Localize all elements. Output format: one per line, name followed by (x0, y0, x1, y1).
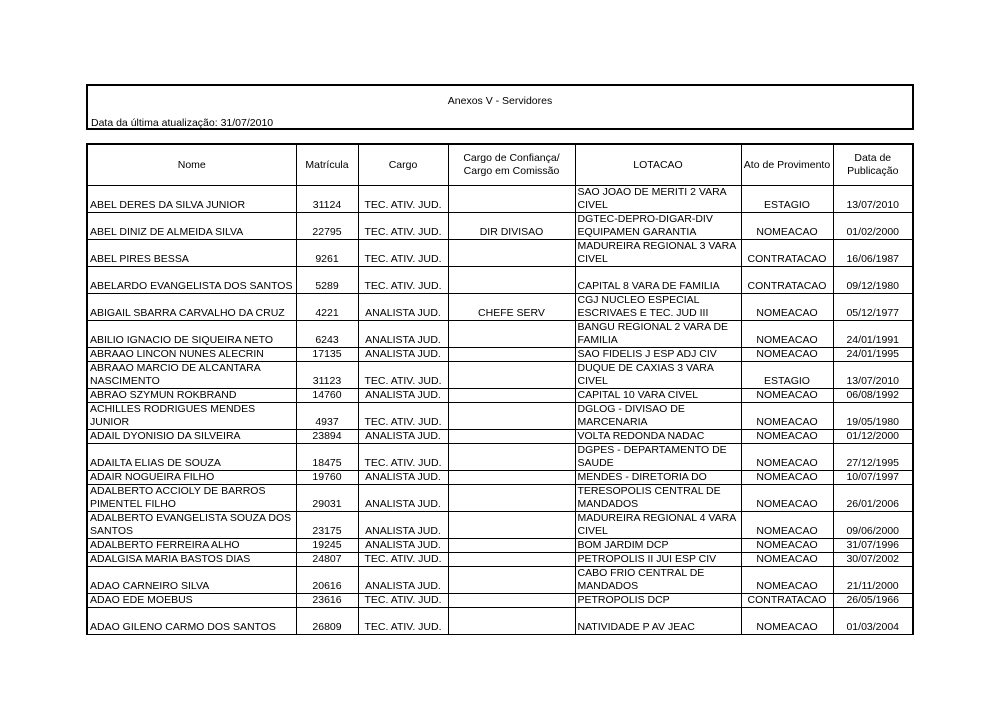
cell-data: 01/03/2004 (833, 608, 913, 635)
cell-lotacao: MENDES - DIRETORIA DO (575, 471, 741, 485)
cell-cargo: TEC. ATIV. JUD. (358, 267, 448, 294)
table-row (87, 267, 913, 294)
cell-data: 06/08/1992 (833, 389, 913, 403)
cell-nome: ACHILLES RODRIGUES MENDES JUNIOR (87, 403, 296, 430)
cell-cargo: TEC. ATIV. JUD. (358, 594, 448, 608)
cell-ato: NOMEACAO (741, 294, 833, 321)
table-row (87, 553, 913, 567)
cell-ato: NOMEACAO (741, 321, 833, 348)
cell-cargo: TEC. ATIV. JUD. (358, 608, 448, 635)
cell-confianca (448, 240, 575, 267)
cell-confianca (448, 539, 575, 553)
cell-lotacao: MADUREIRA REGIONAL 3 VARA CIVEL (575, 240, 741, 267)
cell-data: 16/06/1987 (833, 240, 913, 267)
cell-confianca (448, 186, 575, 213)
table-row (87, 567, 913, 594)
cell-ato: ESTAGIO (741, 362, 833, 389)
cell-confianca (448, 608, 575, 635)
table-body (87, 186, 913, 635)
cell-nome: ABRAAO MARCIO DE ALCANTARA NASCIMENTO (87, 362, 296, 389)
cell-lotacao: TERESOPOLIS CENTRAL DE MANDADOS (575, 485, 741, 512)
cell-confianca (448, 485, 575, 512)
cell-matricula: 26809 (296, 608, 358, 635)
cell-data: 13/07/2010 (833, 186, 913, 213)
table-row (87, 389, 913, 403)
cell-cargo: ANALISTA JUD. (358, 348, 448, 362)
cell-confianca (448, 321, 575, 348)
cell-nome: ADALBERTO ACCIOLY DE BARROS PIMENTEL FILHO (87, 485, 296, 512)
cell-cargo: TEC. ATIV. JUD. (358, 362, 448, 389)
cell-cargo: TEC. ATIV. JUD. (358, 240, 448, 267)
cell-data: 24/01/1991 (833, 321, 913, 348)
cell-lotacao: CABO FRIO CENTRAL DE MANDADOS (575, 567, 741, 594)
cell-confianca (448, 403, 575, 430)
cell-ato: NOMEACAO (741, 608, 833, 635)
cell-lotacao: NATIVIDADE P AV JEAC (575, 608, 741, 635)
cell-lotacao: CAPITAL 8 VARA DE FAMILIA (575, 267, 741, 294)
table-row (87, 294, 913, 321)
cell-ato: NOMEACAO (741, 553, 833, 567)
cell-data: 10/07/1997 (833, 471, 913, 485)
col-header-lotacao: LOTACAO (575, 144, 741, 186)
col-header-cargo: Cargo (358, 144, 448, 186)
table-row (87, 608, 913, 635)
last-update-text: Data da última atualização: 31/07/2010 (91, 117, 274, 129)
cell-cargo: ANALISTA JUD. (358, 567, 448, 594)
cell-lotacao: VOLTA REDONDA NADAC (575, 430, 741, 444)
cell-data: 05/12/1977 (833, 294, 913, 321)
cell-nome: ADALBERTO FERREIRA ALHO (87, 539, 296, 553)
cell-lotacao: DUQUE DE CAXIAS 3 VARA CIVEL (575, 362, 741, 389)
report-header (86, 84, 914, 130)
cell-lotacao: BANGU REGIONAL 2 VARA DE FAMILIA (575, 321, 741, 348)
cell-ato: NOMEACAO (741, 348, 833, 362)
cell-cargo: TEC. ATIV. JUD. (358, 553, 448, 567)
cell-confianca (448, 430, 575, 444)
cell-data: 21/11/2000 (833, 567, 913, 594)
table-row (87, 403, 913, 430)
cell-lotacao: SAO JOAO DE MERITI 2 VARA CIVEL (575, 186, 741, 213)
cell-matricula: 19245 (296, 539, 358, 553)
cell-lotacao: PETROPOLIS II JUI ESP CIV (575, 553, 741, 567)
cell-nome: ABILIO IGNACIO DE SIQUEIRA NETO (87, 321, 296, 348)
table-row (87, 186, 913, 213)
cell-data: 01/02/2000 (833, 213, 913, 240)
table-row (87, 471, 913, 485)
cell-matricula: 4221 (296, 294, 358, 321)
cell-matricula: 6243 (296, 321, 358, 348)
cell-nome: ABEL DINIZ DE ALMEIDA SILVA (87, 213, 296, 240)
table-row (87, 539, 913, 553)
cell-matricula: 24807 (296, 553, 358, 567)
servidores-table (86, 143, 914, 635)
cell-confianca (448, 444, 575, 471)
cell-ato: NOMEACAO (741, 403, 833, 430)
cell-lotacao: BOM JARDIM DCP (575, 539, 741, 553)
cell-cargo: ANALISTA JUD. (358, 389, 448, 403)
cell-confianca (448, 267, 575, 294)
cell-data: 13/07/2010 (833, 362, 913, 389)
col-header-nome: Nome (87, 144, 296, 186)
cell-lotacao: CAPITAL 10 VARA CIVEL (575, 389, 741, 403)
cell-confianca (448, 348, 575, 362)
col-header-data: Data de Publicação (833, 144, 913, 186)
cell-nome: ADAIL DYONISIO DA SILVEIRA (87, 430, 296, 444)
cell-data: 24/01/1995 (833, 348, 913, 362)
cell-matricula: 29031 (296, 485, 358, 512)
cell-cargo: TEC. ATIV. JUD. (358, 186, 448, 213)
cell-cargo: ANALISTA JUD. (358, 430, 448, 444)
cell-cargo: ANALISTA JUD. (358, 321, 448, 348)
col-header-ato: Ato de Provimento (741, 144, 833, 186)
cell-cargo: TEC. ATIV. JUD. (358, 213, 448, 240)
cell-cargo: ANALISTA JUD. (358, 485, 448, 512)
cell-nome: ADAO EDE MOEBUS (87, 594, 296, 608)
cell-matricula: 23175 (296, 512, 358, 539)
cell-matricula: 9261 (296, 240, 358, 267)
cell-ato: NOMEACAO (741, 213, 833, 240)
cell-lotacao: SAO FIDELIS J ESP ADJ CIV (575, 348, 741, 362)
cell-ato: ESTAGIO (741, 186, 833, 213)
table-row (87, 321, 913, 348)
cell-matricula: 23616 (296, 594, 358, 608)
table-row (87, 430, 913, 444)
cell-confianca (448, 567, 575, 594)
cell-confianca: DIR DIVISAO (448, 213, 575, 240)
cell-ato: NOMEACAO (741, 389, 833, 403)
cell-ato: NOMEACAO (741, 485, 833, 512)
cell-data: 27/12/1995 (833, 444, 913, 471)
cell-data: 30/07/2002 (833, 553, 913, 567)
cell-confianca (448, 553, 575, 567)
cell-matricula: 14760 (296, 389, 358, 403)
cell-data: 09/12/1980 (833, 267, 913, 294)
cell-nome: ABEL DERES DA SILVA JUNIOR (87, 186, 296, 213)
cell-data: 31/07/1996 (833, 539, 913, 553)
cell-matricula: 5289 (296, 267, 358, 294)
cell-matricula: 19760 (296, 471, 358, 485)
cell-matricula: 4937 (296, 403, 358, 430)
cell-cargo: ANALISTA JUD. (358, 512, 448, 539)
table-row (87, 485, 913, 512)
cell-lotacao: DGPES - DEPARTAMENTO DE SAUDE (575, 444, 741, 471)
cell-nome: ADAO CARNEIRO SILVA (87, 567, 296, 594)
cell-data: 01/12/2000 (833, 430, 913, 444)
table-row (87, 240, 913, 267)
cell-ato: NOMEACAO (741, 567, 833, 594)
cell-matricula: 17135 (296, 348, 358, 362)
cell-nome: ADALGISA MARIA BASTOS DIAS (87, 553, 296, 567)
cell-matricula: 23894 (296, 430, 358, 444)
cell-matricula: 31123 (296, 362, 358, 389)
cell-nome: ADAIR NOGUEIRA FILHO (87, 471, 296, 485)
cell-cargo: ANALISTA JUD. (358, 539, 448, 553)
table-row (87, 362, 913, 389)
cell-lotacao: CGJ NUCLEO ESPECIAL ESCRIVAES E TEC. JUD III (575, 294, 741, 321)
cell-data: 09/06/2000 (833, 512, 913, 539)
col-header-cargo-confianca: Cargo de Confiança/ Cargo em Comissão (448, 144, 575, 186)
col-header-matricula: Matrícula (296, 144, 358, 186)
cell-nome: ABIGAIL SBARRA CARVALHO DA CRUZ (87, 294, 296, 321)
cell-cargo: TEC. ATIV. JUD. (358, 444, 448, 471)
cell-confianca (448, 471, 575, 485)
cell-ato: CONTRATACAO (741, 267, 833, 294)
cell-lotacao: DGTEC-DEPRO-DIGAR-DIV EQUIPAMEN GARANTIA (575, 213, 741, 240)
cell-confianca (448, 512, 575, 539)
table-row (87, 213, 913, 240)
table-row (87, 444, 913, 471)
cell-data: 19/05/1980 (833, 403, 913, 430)
cell-ato: NOMEACAO (741, 539, 833, 553)
cell-data: 26/01/2006 (833, 485, 913, 512)
table-row (87, 348, 913, 362)
table-header-row (87, 144, 913, 186)
cell-ato: CONTRATACAO (741, 594, 833, 608)
cell-matricula: 20616 (296, 567, 358, 594)
cell-nome: ADAILTA ELIAS DE SOUZA (87, 444, 296, 471)
report-title: Anexos V - Servidores (447, 95, 553, 107)
cell-lotacao: MADUREIRA REGIONAL 4 VARA CIVEL (575, 512, 741, 539)
cell-cargo: TEC. ATIV. JUD. (358, 403, 448, 430)
cell-lotacao: DGLOG - DIVISAO DE MARCENARIA (575, 403, 741, 430)
cell-ato: NOMEACAO (741, 430, 833, 444)
cell-ato: NOMEACAO (741, 444, 833, 471)
cell-matricula: 31124 (296, 186, 358, 213)
cell-confianca (448, 362, 575, 389)
cell-nome: ADAO GILENO CARMO DOS SANTOS (87, 608, 296, 635)
cell-nome: ABRAAO LINCON NUNES ALECRIN (87, 348, 296, 362)
cell-ato: NOMEACAO (741, 471, 833, 485)
cell-nome: ABEL PIRES BESSA (87, 240, 296, 267)
cell-ato: CONTRATACAO (741, 240, 833, 267)
cell-confianca (448, 594, 575, 608)
cell-matricula: 18475 (296, 444, 358, 471)
cell-matricula: 22795 (296, 213, 358, 240)
cell-nome: ABRAO SZYMUN ROKBRAND (87, 389, 296, 403)
table-row (87, 512, 913, 539)
cell-cargo: ANALISTA JUD. (358, 471, 448, 485)
cell-lotacao: PETROPOLIS DCP (575, 594, 741, 608)
cell-confianca: CHEFE SERV (448, 294, 575, 321)
table-row (87, 594, 913, 608)
cell-ato: NOMEACAO (741, 512, 833, 539)
cell-confianca (448, 389, 575, 403)
cell-nome: ABELARDO EVANGELISTA DOS SANTOS (87, 267, 296, 294)
cell-nome: ADALBERTO EVANGELISTA SOUZA DOS SANTOS (87, 512, 296, 539)
cell-cargo: ANALISTA JUD. (358, 294, 448, 321)
cell-data: 26/05/1966 (833, 594, 913, 608)
